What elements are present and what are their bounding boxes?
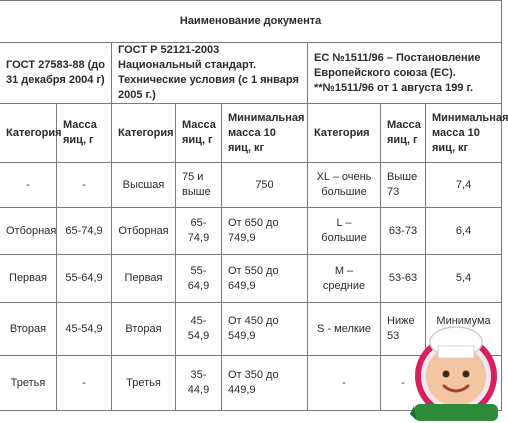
table-cell: - bbox=[57, 356, 112, 411]
table-cell: От 450 до 549,9 bbox=[222, 303, 308, 356]
table-cell: 55-64,9 bbox=[176, 255, 222, 303]
table-cell: 45-54,9 bbox=[57, 303, 112, 356]
table-cell: 75 и выше bbox=[176, 163, 222, 208]
table-cell: 5,4 bbox=[426, 255, 502, 303]
table-cell: 7,4 bbox=[426, 163, 502, 208]
group-gost-r-52121: ГОСТ Р 52121-2003 Национальный стандарт. Технические условия (с 1 января 2005 г.) bbox=[112, 43, 308, 104]
table-cell: 6,4 bbox=[426, 208, 502, 255]
table-cell: 53-63 bbox=[381, 255, 426, 303]
table-cell: - bbox=[57, 163, 112, 208]
table-cell: Отборная bbox=[112, 208, 176, 255]
table-cell: Вторая bbox=[0, 303, 57, 356]
table-cell: Высшая bbox=[112, 163, 176, 208]
table-cell: Третья bbox=[0, 356, 57, 411]
table-cell: Третья bbox=[112, 356, 176, 411]
table-row bbox=[0, 163, 502, 208]
table-cell: Первая bbox=[112, 255, 176, 303]
header-category: Категория bbox=[308, 104, 381, 163]
table-row bbox=[0, 208, 502, 255]
table-cell: - bbox=[308, 356, 381, 411]
table-cell: Вторая bbox=[112, 303, 176, 356]
header-egg-mass: Масса яиц, г bbox=[381, 104, 426, 163]
table-cell: 45-54,9 bbox=[176, 303, 222, 356]
header-category: Категория bbox=[112, 104, 176, 163]
table-cell: L – большие bbox=[308, 208, 381, 255]
chef-eye-right bbox=[463, 371, 470, 378]
table-cell: 65-74,9 bbox=[57, 208, 112, 255]
table-cell: 35-44,9 bbox=[176, 356, 222, 411]
header-egg-mass: Масса яиц, г bbox=[57, 104, 112, 163]
table-cell: S - мелкие bbox=[308, 303, 381, 356]
table-cell: Отборная bbox=[0, 208, 57, 255]
logo-badge bbox=[414, 404, 498, 421]
table-cell: - bbox=[381, 356, 426, 411]
table-cell: От 350 до 449,9 bbox=[222, 356, 308, 411]
povarenok-logo-watermark bbox=[408, 318, 500, 423]
table-cell: 55-64,9 bbox=[57, 255, 112, 303]
table-cell: Ниже 53 bbox=[381, 303, 426, 356]
table-cell: От 550 до 649,9 bbox=[222, 255, 308, 303]
table-row bbox=[0, 255, 502, 303]
table-title: Наименование документа bbox=[0, 1, 502, 43]
group-ec-1511: ЕС №1511/96 – Постановление Европейского союза (ЕС). **№1511/96 от 1 августа 199 г. bbox=[308, 43, 502, 104]
table-cell: От 650 до 749,9 bbox=[222, 208, 308, 255]
group-gost-27583: ГОСТ 27583-88 (до 31 декабря 2004 г) bbox=[0, 43, 112, 104]
header-min-mass-10: Минимальная масса 10 яиц, кг bbox=[426, 104, 502, 163]
table-cell: Первая bbox=[0, 255, 57, 303]
chef-hat-band bbox=[438, 346, 474, 358]
table-cell: 63-73 bbox=[381, 208, 426, 255]
table-cell: Выше 73 bbox=[381, 163, 426, 208]
header-egg-mass: Масса яиц, г bbox=[176, 104, 222, 163]
header-category: Категория bbox=[0, 104, 57, 163]
table-cell: 750 bbox=[222, 163, 308, 208]
table-cell: 65-74,9 bbox=[176, 208, 222, 255]
chef-eye-left bbox=[443, 371, 450, 378]
table-cell: XL – очень большие bbox=[308, 163, 381, 208]
table-cell: M – средние bbox=[308, 255, 381, 303]
table-cell: Минимума bbox=[426, 303, 502, 356]
table-cell: - bbox=[0, 163, 57, 208]
header-min-mass-10: Минимальная масса 10 яиц, кг bbox=[222, 104, 308, 163]
